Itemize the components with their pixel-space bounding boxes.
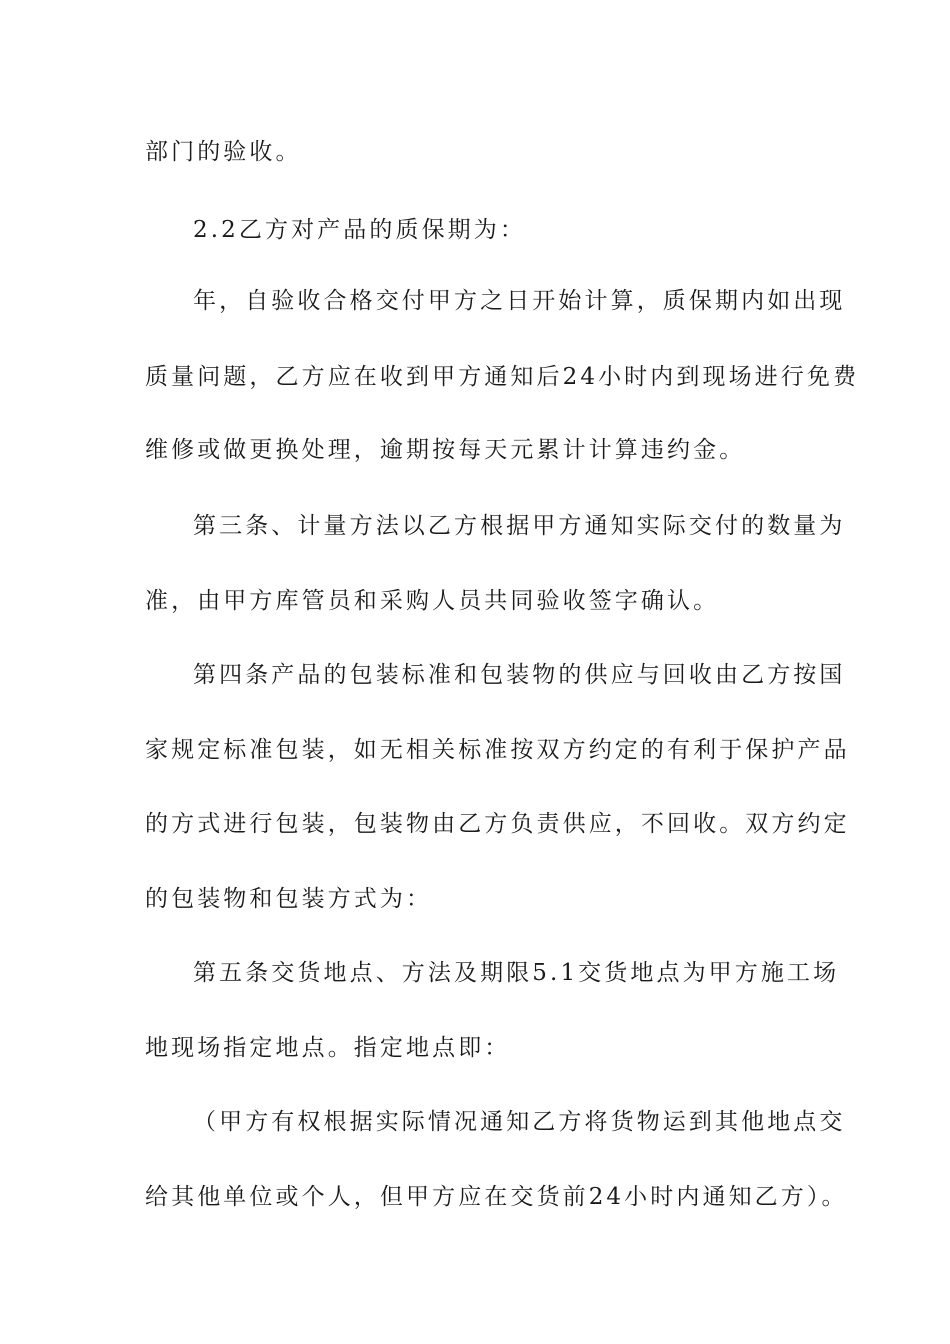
text-line: 部门的验收。 <box>145 139 302 165</box>
text-line: （甲方有权根据实际情况通知乙方将货物运到其他地点交 <box>193 1109 846 1135</box>
text-line: 的方式进行包装，包装物由乙方负责供应，不回收。双方约定 <box>145 811 850 837</box>
text-line: 第五条交货地点、方法及期限5.1交货地点为甲方施工场 <box>193 960 840 986</box>
text-line: 家规定标准包装，如无相关标准按双方约定的有利于保护产品 <box>145 737 850 763</box>
text-line: 2.2乙方对产品的质保期为： <box>193 217 526 243</box>
text-line: 维修或做更换处理，逾期按每天元累计计算违约金。 <box>145 437 746 463</box>
text-line: 质量问题，乙方应在收到甲方通知后24小时内到现场进行免费 <box>145 364 860 390</box>
text-line: 给其他单位或个人，但甲方应在交货前24小时内通知乙方）。 <box>145 1184 848 1210</box>
text-line: 第四条产品的包装标准和包装物的供应与回收由乙方按国 <box>193 662 846 688</box>
text-line: 准，由甲方库管员和采购人员共同验收签字确认。 <box>145 588 720 614</box>
text-line: 地现场指定地点。指定地点即： <box>145 1035 511 1061</box>
text-line: 的包装物和包装方式为： <box>145 886 433 912</box>
text-line: 第三条、计量方法以乙方根据甲方通知实际交付的数量为 <box>193 513 846 539</box>
text-line: 年，自验收合格交付甲方之日开始计算，质保期内如出现 <box>193 288 846 314</box>
